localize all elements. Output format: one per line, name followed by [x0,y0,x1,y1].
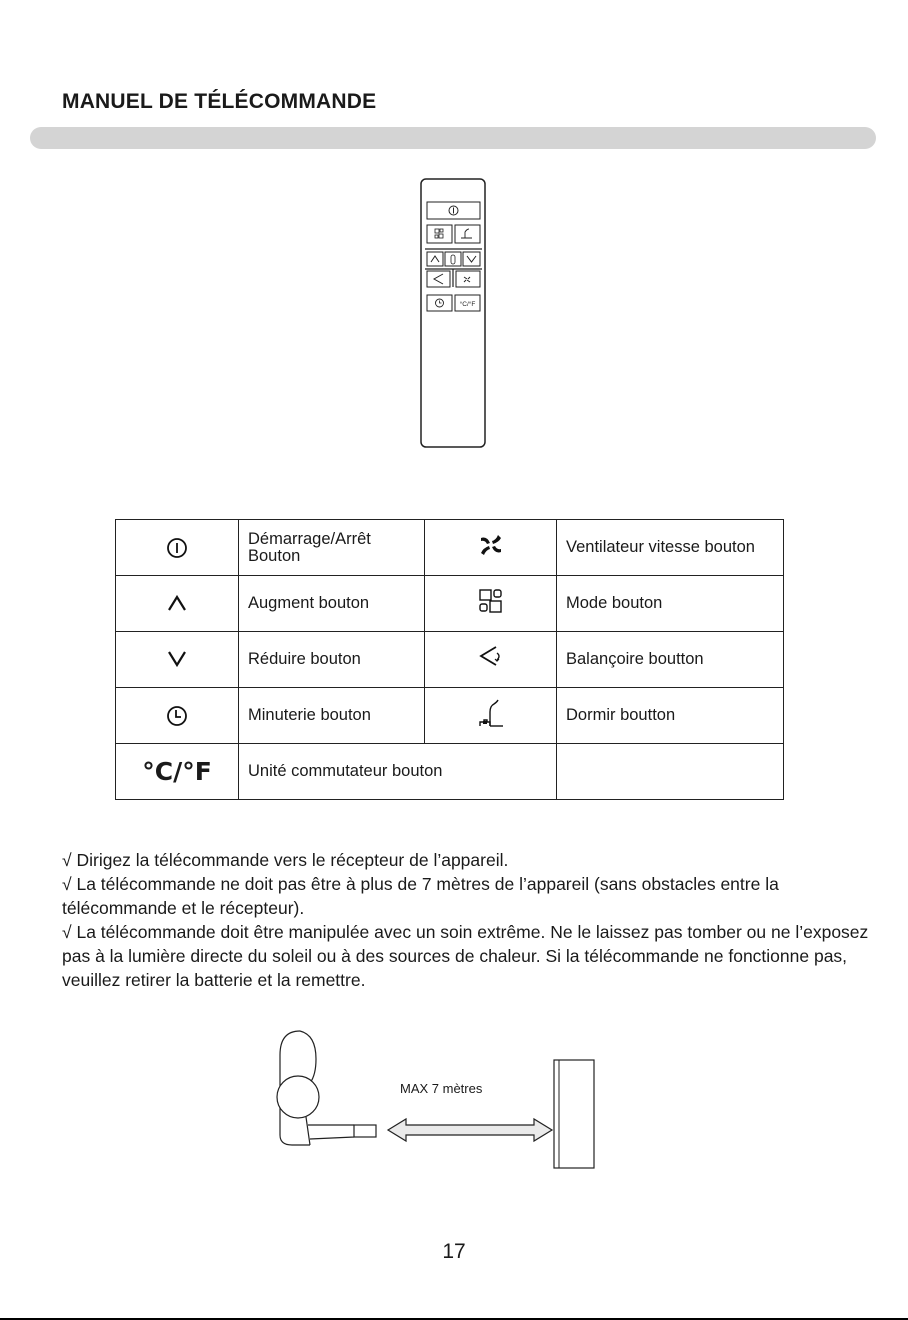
mode-icon [425,576,557,632]
remote-timer-button [427,295,452,311]
page-number: 17 [442,1240,466,1263]
note-line: √ Dirigez la télécommande vers le récepteur de l’appareil. [62,850,509,870]
remote-control-illustration [420,178,488,455]
distance-illustration [270,1025,600,1180]
remote-up-button [427,252,443,266]
page-title: MANUEL DE TÉLÉCOMMANDE [62,90,377,113]
button-legend-table [115,519,784,800]
remote-mode-button [427,225,452,243]
legend-row [116,632,784,688]
note-line: √ La télécommande doit être manipulée avec un soin extrême. Ne le laissez pas tomber ou ne l’exposez pas à la lumière directe du soleil ou à des sources de chaleur. Si la télécommande ne fonctionne pas, veuillez retirer la batterie et la remettre. [62,922,869,990]
distance-label: MAX 7 mètres [400,1081,483,1096]
celsius-fahrenheit-icon: °C/°F [116,744,239,800]
svg-text:°C/°F: °C/°F [459,301,476,308]
legend-label: Balançoire boutton [557,632,784,688]
legend-label: Ventilateur vitesse bouton [557,520,784,576]
remote-fan-button [456,271,480,287]
remote-power-button [427,202,480,219]
legend-row [116,576,784,632]
legend-row [116,744,784,800]
title-divider-bar [30,127,876,149]
note-line: √ La télécommande ne doit pas être à plus de 7 mètres de l’appareil (sans obstacles entre la télécommande et le récepteur). [62,874,779,918]
power-icon [116,520,239,576]
legend-label: Démarrage/Arrêt Bouton [239,520,425,576]
sleep-icon [425,688,557,744]
legend-label: Dormir boutton [557,688,784,744]
usage-notes [62,848,872,992]
remote-swing-button [427,271,450,287]
remote-unit-button [455,295,480,311]
remote-sleep-button [455,225,480,243]
legend-label: Unité commutateur bouton [239,744,557,800]
legend-label: Minuterie bouton [239,688,425,744]
legend-label: Augment bouton [239,576,425,632]
swing-icon [425,632,557,688]
timer-icon [116,688,239,744]
down-arrow-icon [116,632,239,688]
remote-down-button [463,252,480,266]
fan-icon [425,520,557,576]
legend-empty-cell [557,744,784,800]
legend-label: Réduire bouton [239,632,425,688]
legend-row [116,688,784,744]
legend-row [116,520,784,576]
legend-label: Mode bouton [557,576,784,632]
up-arrow-icon [116,576,239,632]
